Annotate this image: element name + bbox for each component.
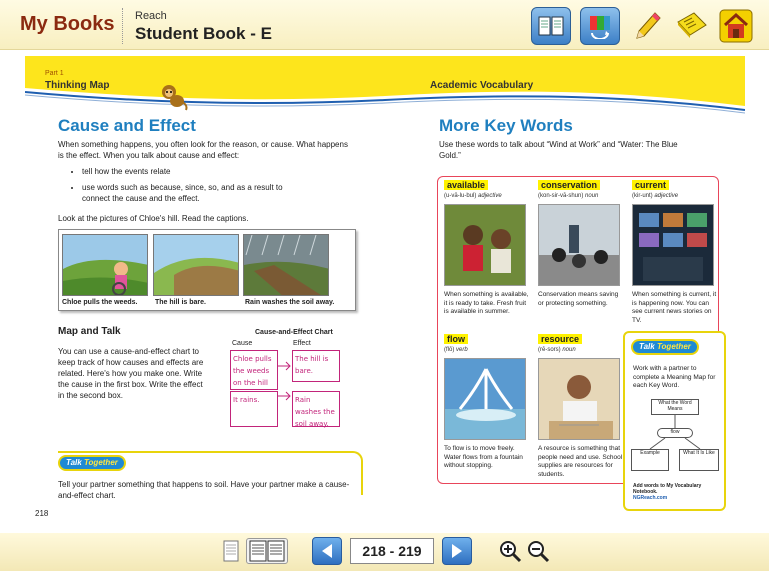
bullet-item: • use words such as because, since, so, and as a result to connect the cause and the effect. — [82, 182, 292, 204]
key-word: resource — [538, 334, 582, 344]
hill-picture-2 — [153, 234, 239, 296]
chart-title: Cause-and-Effect Chart — [255, 329, 333, 336]
cause-effect-bullets — [72, 166, 292, 209]
monkey-mascot-icon — [155, 82, 189, 112]
previous-page-button[interactable] — [312, 537, 342, 565]
hill-picture-3 — [243, 234, 329, 296]
page-indicator[interactable]: 218 - 219 — [350, 538, 434, 564]
map-talk-text: You can use a cause-and-effect chart to keep track of how causes and effects are related. Here's how you make one. Write the cause in the first box. Write the effect in the second box. — [58, 347, 204, 400]
key-word: conservation — [538, 180, 600, 190]
meaning-map-top: What the Word Means — [651, 399, 699, 415]
app-title: My Books — [20, 13, 115, 35]
page-number: 218 — [35, 509, 49, 518]
book-title: Student Book - E — [135, 24, 272, 43]
key-words-intro: Use these words to talk about “Wind at Work” and “Water: The Blue Gold.” — [439, 140, 678, 160]
zoom-out-icon[interactable] — [526, 539, 550, 563]
chart-cause-label: Cause — [232, 340, 253, 347]
talk-together-badge — [58, 455, 126, 471]
meaning-map-lines — [625, 415, 725, 451]
key-word-photo — [538, 358, 620, 440]
pronunciation: (rē-sors) noun — [538, 347, 576, 353]
title-divider — [122, 8, 123, 44]
book-view-icon — [537, 14, 565, 38]
chart-effect-box: The hill is bare. — [292, 350, 340, 382]
key-word-card — [438, 177, 532, 331]
cause-effect-intro: When something happens, you often look for the reason, or cause. What happens is the effect. When you talk about cause and effect: — [58, 140, 348, 160]
together-word: Together — [83, 458, 118, 467]
book-spread — [25, 56, 745, 526]
talk-word: Talk — [639, 342, 655, 351]
academic-vocabulary-label: Academic Vocabulary — [430, 80, 534, 91]
hill-pictures — [58, 229, 356, 311]
key-word: available — [444, 180, 488, 190]
home-button[interactable] — [716, 7, 756, 45]
definition: To flow is to move freely. Water flows from a fountain without stopping. — [444, 445, 523, 469]
section-label: Thinking Map — [45, 80, 110, 91]
pencil-icon — [633, 10, 663, 42]
book-view-button[interactable] — [531, 7, 571, 45]
more-key-words-heading: More Key Words — [439, 116, 573, 135]
key-word-card — [532, 331, 626, 485]
key-word: current — [632, 180, 669, 190]
talk-together-panel — [623, 331, 726, 511]
pronunciation: (kir-unt) adjective — [632, 193, 679, 199]
series-name: Reach — [135, 10, 167, 22]
home-icon — [719, 9, 753, 43]
key-word-photo — [444, 358, 526, 440]
pencil-button[interactable] — [628, 7, 668, 45]
map-talk-heading: Map and Talk — [58, 326, 121, 337]
caption-2: The hill is bare. — [155, 299, 206, 306]
hill-picture-1 — [62, 234, 148, 296]
together-word: Together — [656, 342, 691, 351]
bullet-item: • tell how the events relate — [82, 166, 292, 177]
page-banner — [25, 56, 745, 116]
key-word-photo — [444, 204, 526, 286]
notes-icon — [675, 10, 709, 42]
definition: When something is available, it is ready to take. Fresh fruit is available in summer. — [444, 291, 529, 315]
pronunciation: (kon-sir-vā-shun) noun — [538, 193, 599, 199]
caption-1: Chloe pulls the weeds. — [62, 299, 138, 306]
key-word-card — [532, 177, 626, 331]
talk-together-text: Work with a partner to complete a Meaning Map for each Key Word. — [633, 365, 716, 389]
meaning-map-word: flow — [657, 428, 693, 438]
zoom-in-icon[interactable] — [498, 539, 522, 563]
part-label: Part 1 — [45, 70, 64, 77]
pronunciation: (flō) verb — [444, 347, 468, 353]
chart-effect-label: Effect — [293, 340, 311, 347]
next-page-button[interactable] — [442, 537, 472, 565]
arrow-right-icon — [450, 543, 464, 559]
swap-books-icon — [586, 13, 614, 39]
talk-together-text: Tell your partner something that happens to soil. Have your partner make a cause-and-effect chart. — [58, 480, 350, 500]
swap-books-button[interactable] — [580, 7, 620, 45]
notes-button[interactable] — [672, 7, 712, 45]
single-page-view-button[interactable] — [220, 538, 242, 564]
cause-effect-heading: Cause and Effect — [58, 116, 196, 135]
arrow-left-icon — [320, 543, 334, 559]
meaning-map-example: Example — [631, 449, 669, 471]
definition: Conservation means saving or protecting something. — [538, 291, 619, 307]
chart-cause-box: It rains. — [230, 391, 278, 427]
key-word-photo — [632, 204, 714, 286]
chart-effect-box: Rain washes the soil away. — [292, 391, 340, 427]
caption-3: Rain washes the soil away. — [245, 299, 335, 306]
meaning-map-like: What It Is Like — [679, 449, 719, 471]
look-instruction: Look at the pictures of Chloe's hill. Read the captions. — [58, 214, 249, 223]
single-page-icon — [223, 540, 239, 562]
two-page-view-button[interactable] — [246, 538, 288, 564]
top-bar — [0, 0, 769, 50]
key-word: flow — [444, 334, 468, 344]
key-word-card — [626, 177, 720, 331]
key-word-photo — [538, 204, 620, 286]
vocab-notebook-note: Add words to My Vocabulary Notebook. NGReach.com — [633, 483, 702, 501]
definition: When something is current, it is happening now. You can see current news stories on TV. — [632, 291, 717, 324]
chart-arrows — [278, 356, 294, 406]
talk-together-badge — [631, 339, 699, 355]
definition: A resource is something that people need and use. School supplies are resources for students. — [538, 445, 623, 478]
key-word-card — [438, 331, 532, 485]
two-page-icon — [249, 540, 285, 562]
talk-word: Talk — [66, 458, 82, 467]
bottom-toolbar — [0, 533, 769, 571]
pronunciation: (u-vā-lu-bul) adjective — [444, 193, 502, 199]
chart-cause-box: Chloe pulls the weeds on the hill — [230, 350, 278, 390]
